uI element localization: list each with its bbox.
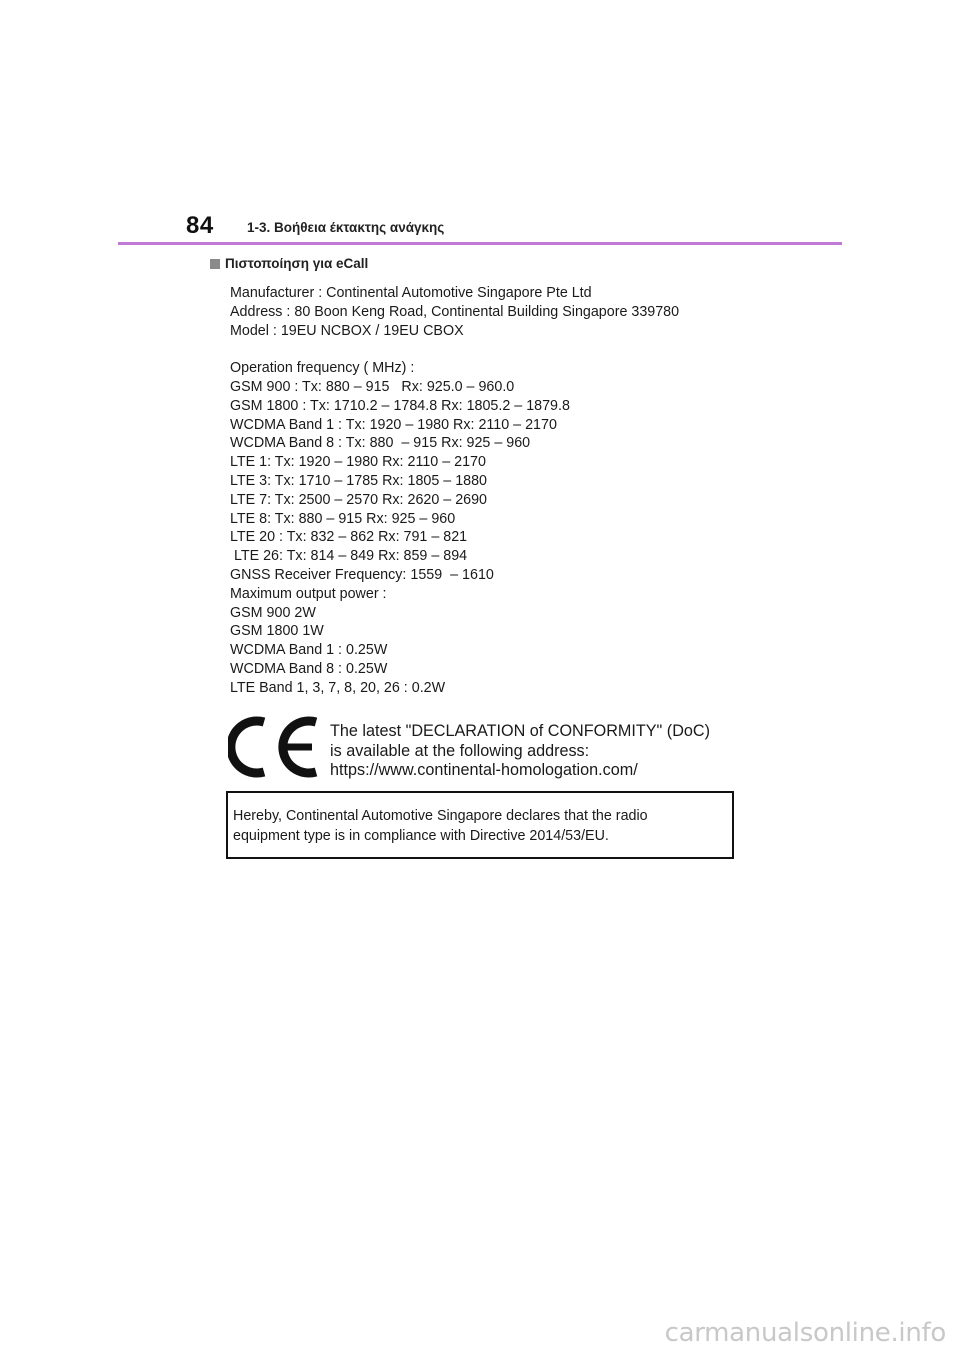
declaration-box (226, 791, 734, 859)
doc-url: https://www.continental-homologation.com/ (330, 761, 638, 779)
subheading (210, 256, 368, 271)
spec-line: GSM 1800 1W (230, 623, 324, 640)
ce-c-glyph (231, 721, 264, 773)
declaration-line: Hereby, Continental Automotive Singapore declares that the radio (233, 808, 648, 824)
spec-line: LTE 26: Tx: 814 – 849 Rx: 859 – 894 (230, 548, 468, 565)
header-rule (118, 242, 842, 245)
spec-line: GSM 900 : Tx: 880 – 915 Rx: 925.0 – 960.0 (230, 378, 515, 395)
doc-line: is available at the following address: (330, 741, 590, 760)
spec-line: Operation frequency ( MHz) : (230, 360, 415, 377)
spec-line: LTE 8: Tx: 880 – 915 Rx: 925 – 960 (230, 510, 456, 527)
spec-line: WCDMA Band 8 : Tx: 880 – 915 Rx: 925 – 960 (230, 435, 531, 452)
spec-line: GSM 1800 : Tx: 1710.2 – 1784.8 Rx: 1805.2 – 1879.8 (230, 397, 570, 414)
page-number: 84 (186, 212, 214, 239)
subheading-label: Πιστοποίηση για eCall (225, 256, 369, 271)
spec-line: LTE 3: Tx: 1710 – 1785 Rx: 1805 – 1880 (230, 472, 487, 489)
declaration-line: equipment type is in compliance with Directive 2014/53/EU. (233, 827, 609, 844)
spec-line: LTE Band 1, 3, 7, 8, 20, 26 : 0.2W (230, 679, 446, 696)
doc-line: The latest "DECLARATION of CONFORMITY" (DoC) (330, 722, 710, 740)
spec-gap (230, 340, 679, 359)
section-title: 1-3. Βοήθεια έκτακτης ανάγκης (247, 220, 445, 235)
spec-line: LTE 1: Tx: 1920 – 1980 Rx: 2110 – 2170 (230, 454, 486, 471)
spec-line: WCDMA Band 8 : 0.25W (230, 660, 388, 677)
spec-line: GSM 900 2W (230, 604, 316, 621)
ce-mark-icon (228, 714, 324, 780)
declaration-text (233, 807, 648, 846)
watermark: carmanualsonline.info (664, 1318, 946, 1348)
spec-line: WCDMA Band 1 : 0.25W (230, 642, 388, 659)
spec-line: Manufacturer : Continental Automotive Singapore Pte Ltd (230, 285, 592, 301)
doc-text (330, 722, 710, 781)
spec-line: LTE 7: Tx: 2500 – 2570 Rx: 2620 – 2690 (230, 491, 487, 508)
spec-block (230, 284, 679, 698)
square-bullet-icon (210, 259, 220, 269)
spec-line: Maximum output power : (230, 585, 387, 602)
spec-line: WCDMA Band 1 : Tx: 1920 – 1980 Rx: 2110 – 2170 (230, 416, 557, 433)
spec-line: GNSS Receiver Frequency: 1559 – 1610 (230, 566, 494, 583)
spec-line: LTE 20 : Tx: 832 – 862 Rx: 791 – 821 (230, 529, 468, 546)
spec-line: Model : 19EU NCBOX / 19EU CBOX (230, 322, 464, 339)
spec-line: Address : 80 Boon Keng Road, Continental Building Singapore 339780 (230, 303, 680, 320)
